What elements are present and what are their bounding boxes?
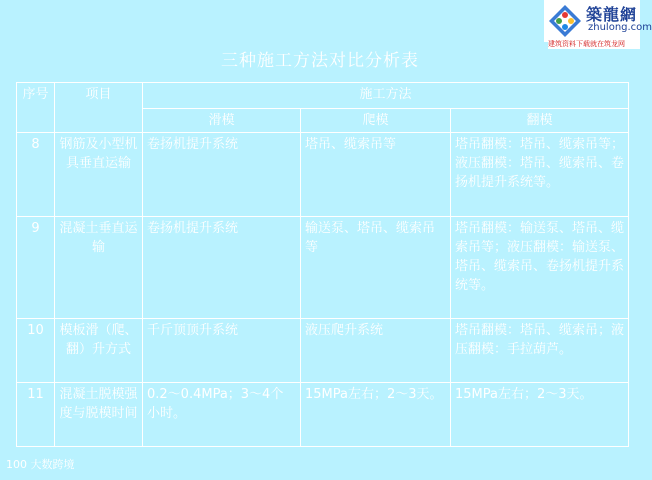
logo-name: 築龍網 — [586, 5, 638, 24]
cell-seq: 9 — [17, 217, 55, 319]
header-slide: 滑模 — [143, 109, 301, 133]
header-climb: 爬模 — [301, 109, 451, 133]
header-method-group: 施工方法 — [143, 83, 629, 109]
cell-flip: 塔吊翻模：塔吊、缆索吊；液压翻模：手拉葫芦。 — [451, 319, 629, 383]
cell-seq: 10 — [17, 319, 55, 383]
cell-climb: 输送泵、塔吊、缆索吊等 — [301, 217, 451, 319]
cell-climb: 液压爬升系统 — [301, 319, 451, 383]
cell-climb: 15MPa左右；2～3天。 — [301, 383, 451, 447]
cell-flip: 塔吊翻模：输送泵、塔吊、缆索吊等；液压翻模：输送泵、塔吊、缆索吊、卷扬机提升系统等。 — [451, 217, 629, 319]
table-row — [17, 217, 629, 319]
page-title: 三种施工方法对比分析表 — [221, 51, 419, 71]
cell-item: 混凝土脱模强度与脱模时间 — [55, 383, 143, 447]
cell-flip: 塔吊翻模：塔吊、缆索吊等；液压翻模：塔吊、缆索吊、卷扬机提升系统等。 — [451, 133, 629, 217]
cell-slide: 卷扬机提升系统 — [143, 133, 301, 217]
logo-emblem-icon — [548, 4, 582, 38]
header-seq: 序号 — [17, 83, 55, 133]
logo-tagline: 建筑资料下载就在筑龙网 — [548, 40, 640, 49]
cell-slide: 0.2～0.4MPa；3～4个小时。 — [143, 383, 301, 447]
table-row — [17, 319, 629, 383]
header-row — [17, 83, 629, 109]
cell-seq: 8 — [17, 133, 55, 217]
table-row — [17, 133, 629, 217]
header-item: 项目 — [55, 83, 143, 133]
cell-seq: 11 — [17, 383, 55, 447]
cell-climb: 塔吊、缆索吊等 — [301, 133, 451, 217]
cell-item: 钢筋及小型机具垂直运输 — [55, 133, 143, 217]
cell-item: 模板滑（爬、翻）升方式 — [55, 319, 143, 383]
cell-flip: 15MPa左右；2～3天。 — [451, 383, 629, 447]
comparison-table — [16, 82, 629, 447]
cell-item: 混凝土垂直运输 — [55, 217, 143, 319]
footer-watermark: 100 大数跨境 — [6, 458, 75, 471]
cell-slide: 卷扬机提升系统 — [143, 217, 301, 319]
logo-domain: zhulong.com — [588, 22, 652, 33]
header-flip: 翻模 — [451, 109, 629, 133]
cell-slide: 千斤顶顶升系统 — [143, 319, 301, 383]
zhulong-logo — [544, 0, 652, 42]
table-row — [17, 383, 629, 447]
